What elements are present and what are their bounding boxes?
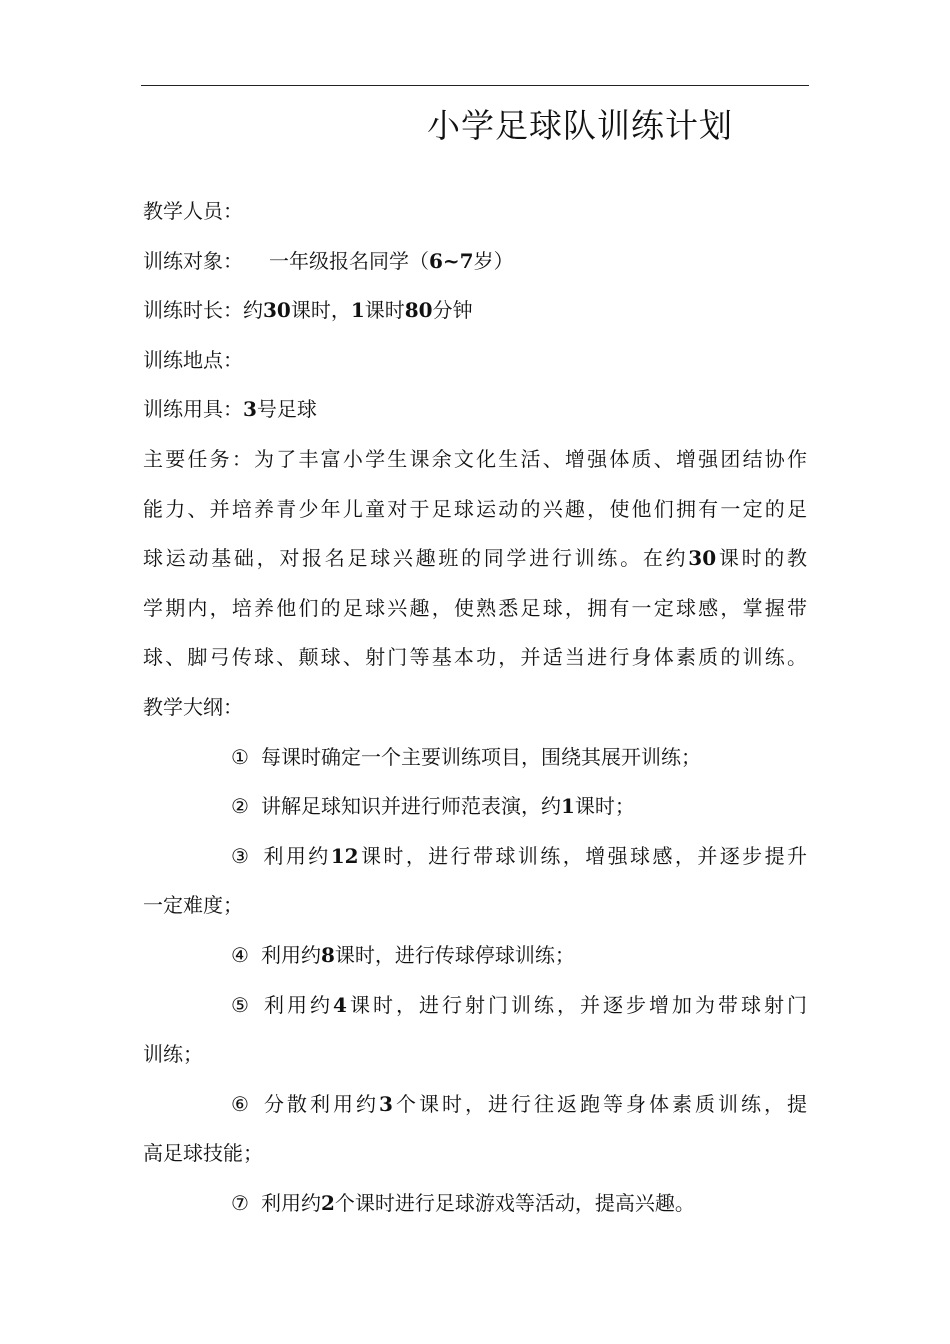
outline-text: 利用约 xyxy=(261,992,334,1017)
field-value: 课时， xyxy=(290,298,351,323)
outline-marker: ⑤ xyxy=(231,992,249,1017)
document-title: 小学足球队训练计划 xyxy=(427,106,733,145)
outline-text: 每课时确定一个主要训练项目，围绕其展开训练； xyxy=(261,744,701,769)
outline-number: 4 xyxy=(333,992,347,1017)
task-line: 能力、并培养青少年儿童对于足球运动的兴趣，使他们拥有一定的足 xyxy=(143,496,807,521)
field-equipment xyxy=(143,385,807,435)
outline-item xyxy=(143,931,807,981)
task-line: 球、脚弓传球、颠球、射门等基本功，并适当进行身体素质的训练。 xyxy=(143,645,807,670)
outline-marker: ⑦ xyxy=(231,1190,249,1215)
field-label: 训练时长：约 xyxy=(143,298,263,323)
outline-label: 教学大纲： xyxy=(143,694,243,719)
outline-text: 课时； xyxy=(574,794,635,819)
outline-marker: ④ xyxy=(231,942,249,967)
header-rule xyxy=(141,85,809,86)
outline-number: 2 xyxy=(321,1190,335,1215)
outline-text: 课时，进行带球训练，增强球感，并逐步提升 xyxy=(358,843,808,868)
outline-item xyxy=(143,733,807,783)
outline-text: 个课时进行足球游戏等活动，提高兴趣。 xyxy=(334,1190,695,1215)
outline-marker: ③ xyxy=(231,843,249,868)
outline-item-continuation: 训练； xyxy=(143,1042,203,1067)
outline-text: 讲解足球知识并进行师范表演，约 xyxy=(261,794,561,819)
outline-item-continuation: 高足球技能； xyxy=(143,1141,263,1166)
outline-item xyxy=(143,1179,807,1229)
outline-item xyxy=(143,981,807,1031)
task-line: 主要任务：为了丰富小学生课余文化生活、增强体质、增强团结协作 xyxy=(143,446,807,471)
field-value: 课时 xyxy=(364,298,405,323)
outline-text: 分散利用约 xyxy=(261,1091,380,1116)
field-location xyxy=(143,336,807,386)
field-target xyxy=(143,237,807,287)
field-number: 1 xyxy=(350,298,365,323)
field-number: 80 xyxy=(404,298,433,323)
field-label: 训练用具： xyxy=(143,397,243,422)
field-label: 训练地点： xyxy=(143,347,243,372)
outline-item xyxy=(143,832,807,882)
outline-number: 3 xyxy=(379,1091,393,1116)
outline-text: 利用约 xyxy=(261,1190,321,1215)
outline-number: 8 xyxy=(321,942,335,967)
field-teacher xyxy=(143,187,807,237)
task-line xyxy=(143,534,807,584)
field-value: 号足球 xyxy=(256,397,317,422)
field-label: 教学人员： xyxy=(143,199,243,223)
outline-marker: ② xyxy=(231,794,249,819)
outline-item xyxy=(143,782,807,832)
field-value: 分钟 xyxy=(432,298,473,323)
task-number: 30 xyxy=(688,546,717,571)
outline-text: 个课时，进行往返跑等身体素质训练，提 xyxy=(392,1091,808,1116)
field-number: 30 xyxy=(263,298,291,323)
field-number: 3 xyxy=(243,397,257,422)
outline-text: 课时，进行射门训练，并逐步增加为带球射门 xyxy=(346,992,808,1017)
outline-item xyxy=(143,1080,807,1130)
task-text: 课时的教 xyxy=(716,546,808,571)
field-value: 一年级报名同学（ xyxy=(269,248,429,273)
outline-text: 利用约 xyxy=(261,942,321,967)
task-line: 学期内，培养他们的足球兴趣，使熟悉足球，拥有一定球感，掌握带 xyxy=(143,595,807,620)
field-value: 岁） xyxy=(473,248,514,273)
field-label: 训练对象： xyxy=(143,248,243,273)
document-body xyxy=(143,187,807,1228)
task-text: 球运动基础，对报名足球兴趣班的同学进行训练。在约 xyxy=(143,546,689,571)
outline-marker: ⑥ xyxy=(231,1091,249,1116)
outline-number: 1 xyxy=(561,794,575,819)
outline-number: 12 xyxy=(330,843,359,868)
outline-text: 课时，进行传球停球训练； xyxy=(334,942,575,967)
outline-item-continuation: 一定难度； xyxy=(143,893,243,918)
field-duration xyxy=(143,286,807,336)
outline-text: 利用约 xyxy=(261,843,331,868)
outline-marker: ① xyxy=(231,744,249,769)
field-number: 6~7 xyxy=(429,248,474,273)
